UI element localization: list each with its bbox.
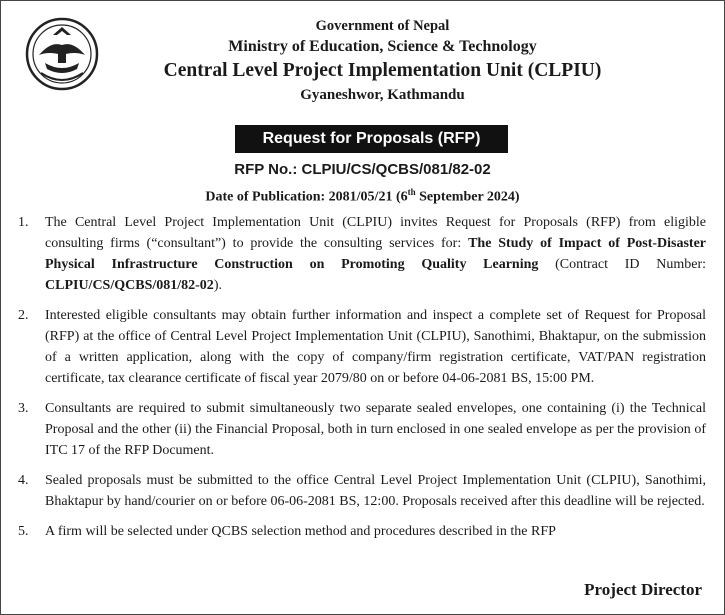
item-number: 3. bbox=[18, 401, 29, 416]
title-banner bbox=[1, 125, 724, 153]
item-number: 5. bbox=[18, 524, 29, 539]
list-item bbox=[1, 470, 725, 512]
item-text: A firm will be selected under QCBS selection method and procedures described in the RFP bbox=[45, 524, 556, 539]
ministry-name: Ministry of Education, Science & Technology bbox=[228, 38, 537, 55]
item-text bbox=[45, 215, 706, 293]
item-number: 1. bbox=[18, 215, 29, 230]
unit-address: Gyaneshwor, Kathmandu bbox=[300, 87, 465, 103]
government-name: Government of Nepal bbox=[315, 18, 450, 34]
item-text: Sealed proposals must be submitted to the office Central Level Project Implementation Unit (CLPIU), Sanothimi, Bhaktapur by hand/courier on or before 06-06-2081 BS, 12:00. Proposals received after this deadline will be rejected. bbox=[45, 473, 706, 509]
item-text: Consultants are required to submit simultaneously two separate sealed envelopes, one containing (i) the Technical Proposal and the other (ii) the Financial Proposal, both in turn enclosed in one sealed envelope as per the provision of ITC 17 of the RFP Document. bbox=[45, 401, 706, 458]
list-item bbox=[1, 398, 725, 461]
item-text-part: (Contract ID Number: bbox=[538, 257, 706, 272]
letterhead bbox=[1, 16, 724, 106]
list-item bbox=[1, 305, 725, 389]
list-item bbox=[1, 212, 725, 296]
study-title: The Study of Impact of Post-Disaster Physical Infrastructure Construction on Promoting Quality Learning bbox=[45, 236, 707, 272]
notice-items bbox=[1, 212, 725, 551]
publication-date-ordinal: th bbox=[407, 187, 416, 197]
publication-date-rest: September 2024) bbox=[415, 189, 520, 205]
publication-date-text: Date of Publication: 2081/05/21 (6 bbox=[205, 189, 408, 205]
notice-title: Request for Proposals (RFP) bbox=[235, 125, 509, 153]
rfp-number: RFP No.: CLPIU/CS/QCBS/081/82-02 bbox=[234, 161, 491, 178]
item-text: Interested eligible consultants may obtain further information and inspect a complete set of Request for Proposal (RFP) at the office of Central Level Project Implementation Unit (CLPIU), Sanothimi, Bhaktapur, on the submission of a written application, along with the copy of company/firm registration certificate, VAT/PAN registration certificate, tax clearance certificate of fiscal year 2079/80 on or before 04-06-2081 BS, 15:00 PM. bbox=[45, 308, 706, 386]
publication-date bbox=[1, 182, 724, 208]
signatory: Project Director bbox=[584, 580, 702, 599]
list-item bbox=[1, 521, 725, 542]
item-number: 2. bbox=[18, 308, 29, 323]
unit-name: Central Level Project Implementation Unit (CLPIU) bbox=[163, 60, 602, 81]
item-text-part: The Central Level Project Implementation Unit (CLPIU) invites Request for Proposals (RFP) from eligible consulting firms (“consultant”) to provide the consulting services for: bbox=[45, 215, 706, 251]
item-text-part: ). bbox=[213, 278, 222, 293]
contract-id: CLPIU/CS/QCBS/081/82-02 bbox=[45, 278, 214, 293]
item-number: 4. bbox=[18, 473, 29, 488]
